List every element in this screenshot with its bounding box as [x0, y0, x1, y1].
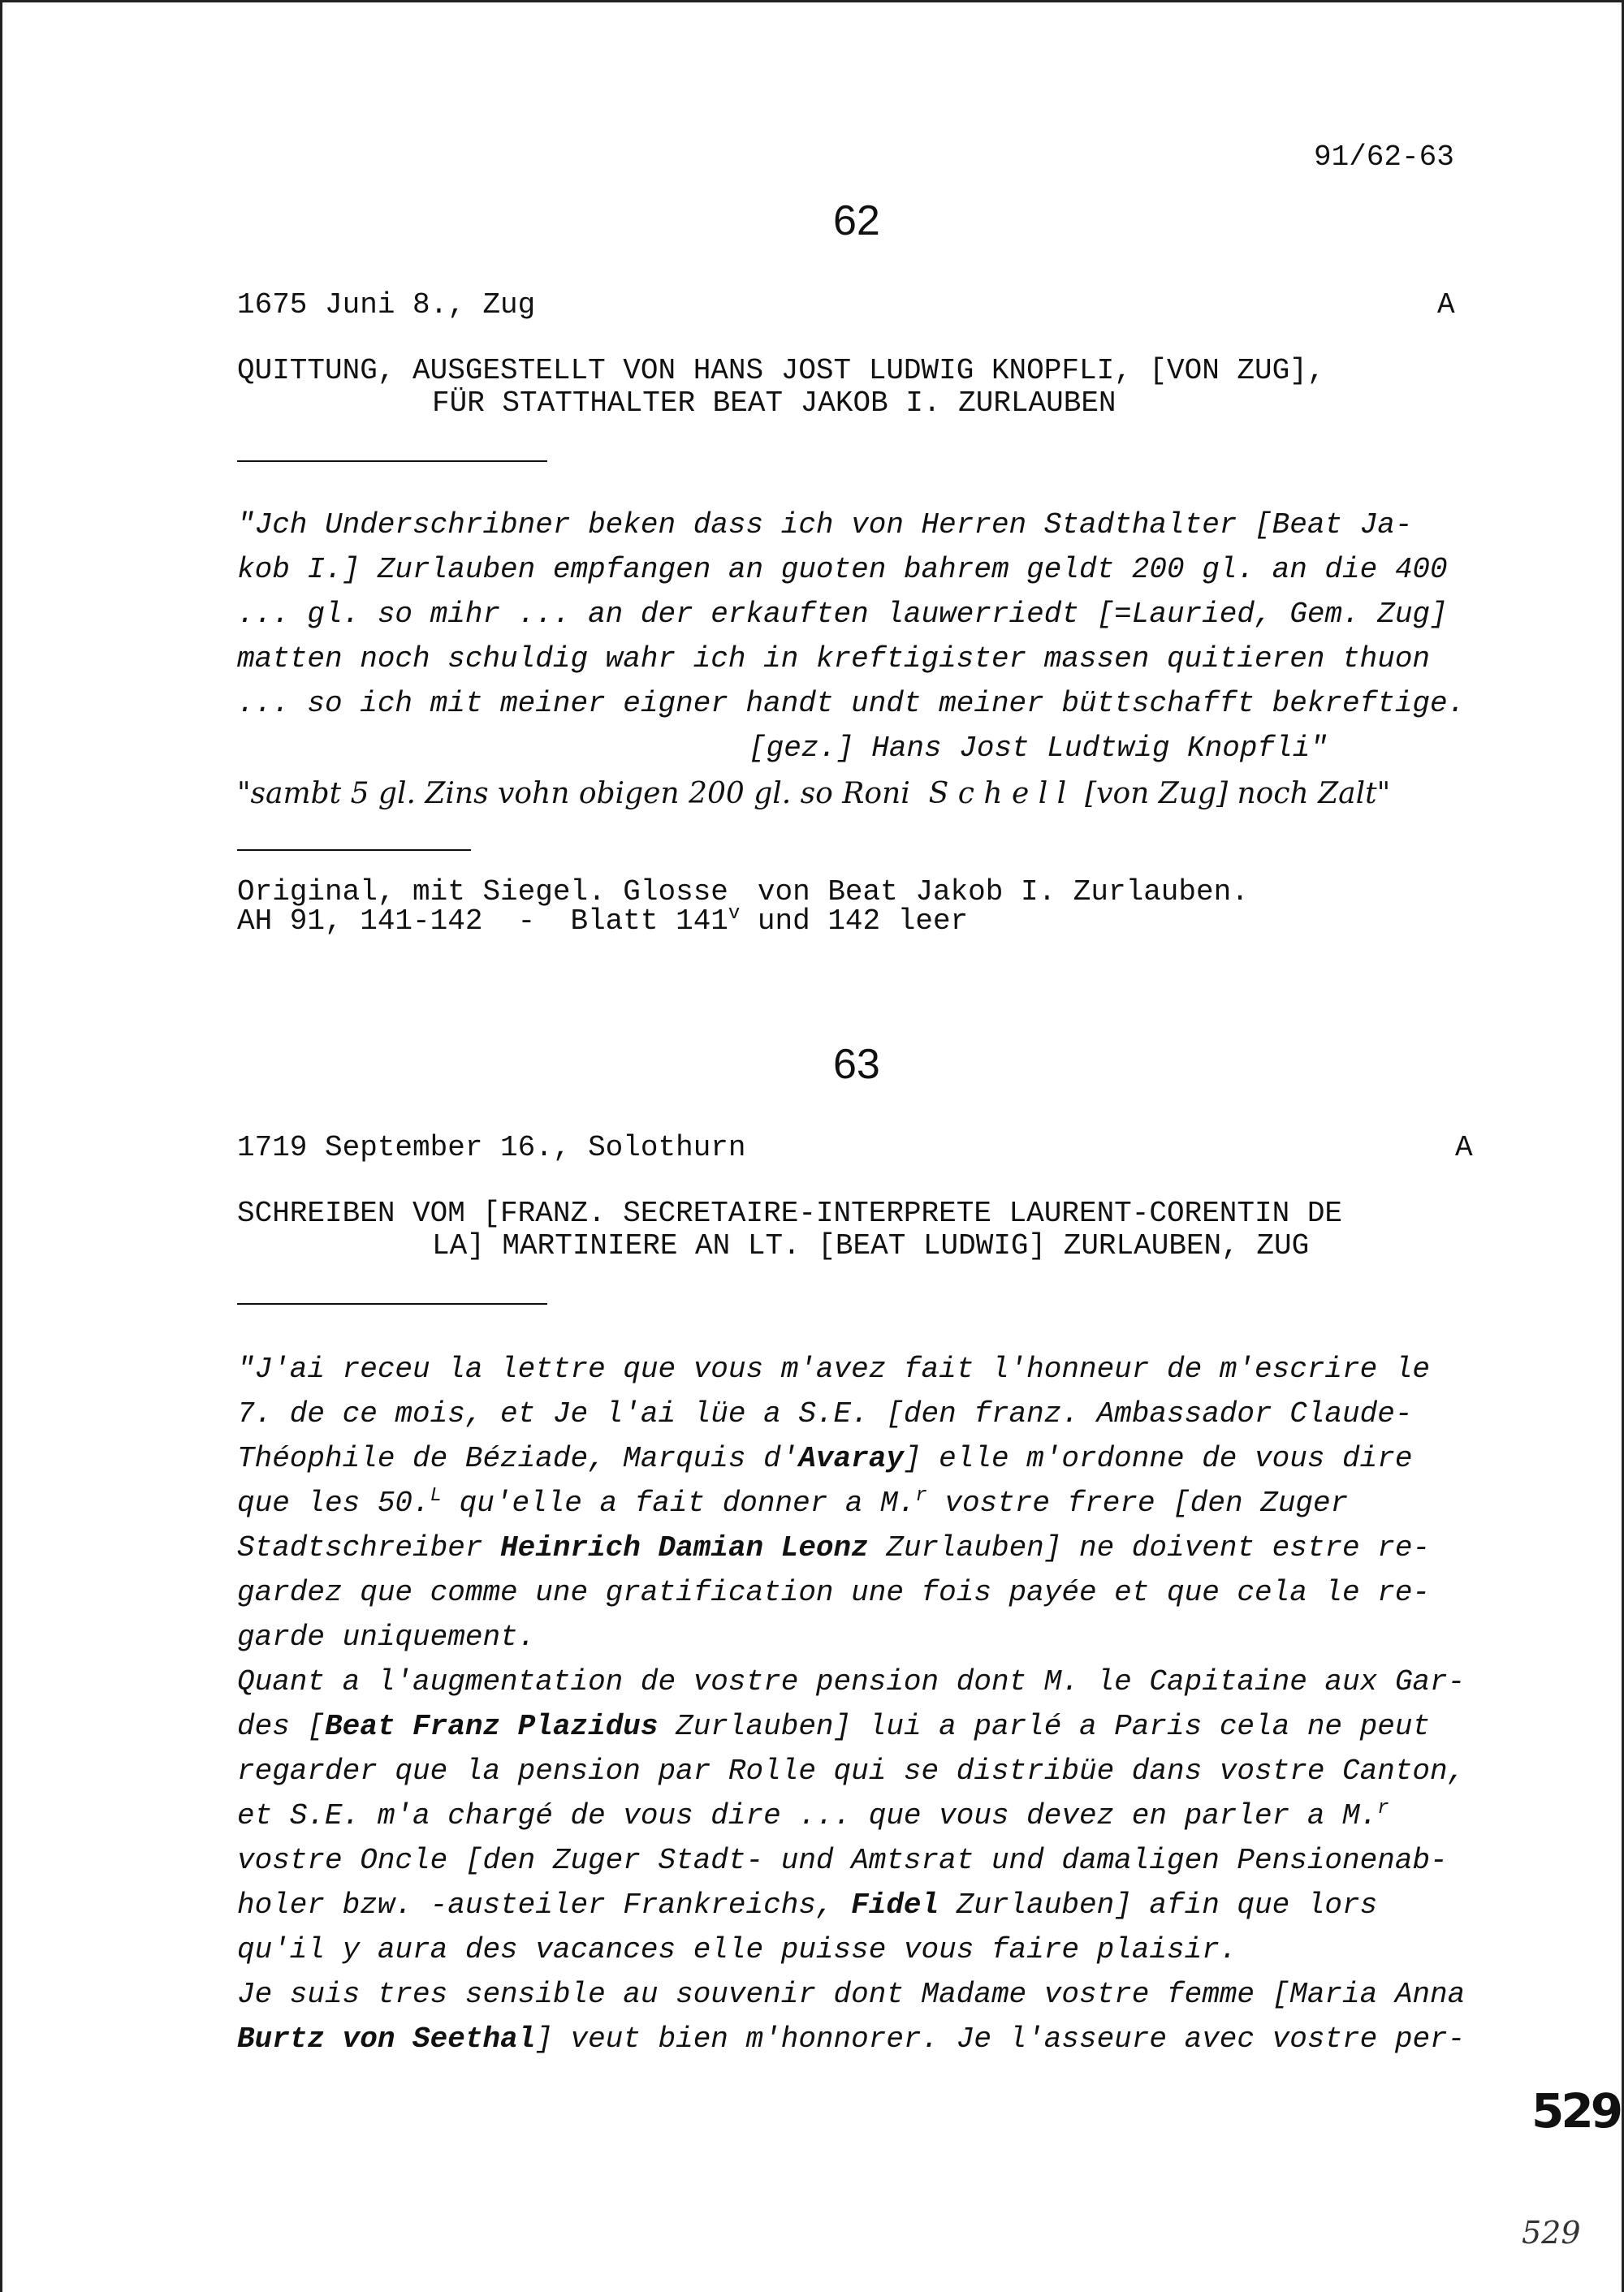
doc-62-quote [237, 503, 1465, 726]
text: vostre frere [den Zuger [926, 1487, 1349, 1520]
body-line: "J'ai receu la lettre que vous m'avez fait l'honneur de m'escrire le [237, 1353, 1431, 1386]
body-line: regarder que la pension par Rolle qui se distribüe dans vostre Canton, [237, 1755, 1466, 1788]
doc-63-title-line-1: SCHREIBEN VOM [FRANZ. SECRETAIRE-INTERPRETE LAURENT-CORENTIN DE [237, 1197, 1343, 1230]
folio-verso-superscript: v [728, 903, 741, 925]
body-line [237, 1704, 1465, 1749]
doc-63-title-rule [237, 1303, 547, 1305]
doc-63-letter-body [237, 1347, 1465, 2061]
quote-line: "Jch Underschribner beken dass ich von Herren Stadthalter [Beat Ja- [237, 508, 1413, 542]
body-line [237, 1481, 1465, 1526]
doc-62-signature: [gez.] Hans Jost Ludtwig Knopfli" [749, 732, 1328, 765]
editorial-name: Beat Franz Plazidus [325, 1710, 659, 1743]
body-line: gardez que comme une gratification une fois payée et que cela le re- [237, 1576, 1431, 1609]
doc-63-number: 63 [833, 1041, 880, 1088]
doc-62-title-line-1: QUITTUNG, AUSGESTELLT VON HANS JOST LUDWIG KNOPFLI, [VON ZUG], [237, 354, 1325, 387]
doc-63-title-line-2: LA] MARTINIERE AN LT. [BEAT LUDWIG] ZURLAUBEN, ZUG [432, 1229, 1310, 1263]
quote-line: ... gl. so mihr ... an der erkauften lauwerriedt [=Lauried, Gem. Zug] [237, 598, 1448, 631]
quote-line: matten noch schuldig wahr ich in kreftigister massen quitieren thuon [237, 642, 1431, 676]
text: qu'elle a fait donner a M. [442, 1487, 916, 1520]
text: Zurlauben] afin que lors [939, 1888, 1378, 1922]
doc-62-title-rule [237, 460, 547, 462]
text: Zurlauben] lui a parlé a Paris cela ne peut [658, 1710, 1431, 1743]
text: holer bzw. -austeiler Frankreichs, [237, 1888, 852, 1922]
note-text: AH 91, 141-142 - Blatt 141 [237, 904, 728, 938]
body-line [237, 1436, 1465, 1481]
note-text: und 142 leer [740, 904, 969, 938]
page-number-pencil: 529 [1522, 2215, 1581, 2251]
monsieur-superscript: r [1377, 1798, 1389, 1819]
text: Stadtschreiber [237, 1531, 501, 1565]
monsieur-superscript: r [915, 1485, 927, 1507]
doc-62-gloss [237, 771, 1390, 816]
editorial-name: Burtz von Seethal [237, 2022, 536, 2056]
editorial-name: Fidel [851, 1888, 939, 1922]
document-reference: 91/62-63 [1314, 140, 1454, 174]
gloss-text-end: noch Zalt" [1237, 777, 1391, 810]
gloss-text: "sambt 5 gl. Zins vohn obigen 200 gl. so Roni S c h e l l [237, 777, 1067, 810]
editorial-name: Heinrich Damian Leonz [500, 1531, 869, 1565]
doc-62-note-1 [237, 876, 1249, 909]
doc-62-date: 1675 Juni 8., Zug [237, 288, 536, 322]
body-line [237, 1793, 1465, 1838]
text: Zurlauben] ne doivent estre re- [868, 1531, 1431, 1565]
body-line: vostre Oncle [den Zuger Stadt- und Amtsrat und damaligen Pensionenab- [237, 1844, 1448, 1877]
doc-62-note-2 [237, 905, 968, 938]
body-line: qu'il y aura des vacances elle puisse vous faire plaisir. [237, 1933, 1237, 1966]
body-line: 7. de ce mois, et Je l'ai lüe a S.E. [den franz. Ambassador Claude- [237, 1397, 1413, 1431]
doc-62-notes-rule [237, 849, 471, 851]
text: que les 50. [237, 1487, 430, 1520]
livre-superscript: L [430, 1485, 443, 1507]
body-line [237, 1526, 1465, 1570]
editorial-name: Avaray [798, 1442, 904, 1475]
text: des [ [237, 1710, 326, 1743]
body-line: Quant a l'augmentation de vostre pension dont M. le Capitaine aux Gar- [237, 1665, 1466, 1698]
page-number-stamp: 529 [1531, 2083, 1621, 2139]
text: et S.E. m'a chargé de vous dire ... que vous devez en parler a M. [237, 1799, 1378, 1832]
top-edge [0, 0, 1624, 2]
body-line [237, 2017, 1465, 2061]
body-line: Je suis tres sensible au souvenir dont Madame vostre femme [Maria Anna [237, 1978, 1466, 2011]
quote-line: kob I.] Zurlauben empfangen an guoten bahrem geldt 200 gl. an die 400 [237, 553, 1448, 586]
doc-62-letter: A [1437, 288, 1455, 322]
note-text: von Beat Jakob I. Zurlauben. [740, 875, 1249, 909]
body-line: garde uniquement. [237, 1621, 536, 1654]
doc-62-title-line-2: FÜR STATTHALTER BEAT JAKOB I. ZURLAUBEN [432, 386, 1116, 420]
text: ] elle m'ordonne de vous dire [903, 1442, 1413, 1475]
doc-62-number: 62 [833, 197, 880, 244]
doc-63-date: 1719 September 16., Solothurn [237, 1131, 746, 1164]
text: Théophile de Béziade, Marquis d' [237, 1442, 799, 1475]
text: ] veut bien m'honnorer. Je l'asseure avec vostre per- [535, 2022, 1466, 2056]
doc-63-letter: A [1455, 1131, 1473, 1164]
body-line [237, 1883, 1465, 1927]
gloss-editorial: [von Zug] [1085, 777, 1229, 810]
quote-line: ... so ich mit meiner eigner handt undt meiner büttschafft bekreftige. [237, 687, 1466, 720]
left-edge [0, 0, 2, 2292]
note-text: Original, mit Siegel. Glosse [237, 875, 728, 909]
